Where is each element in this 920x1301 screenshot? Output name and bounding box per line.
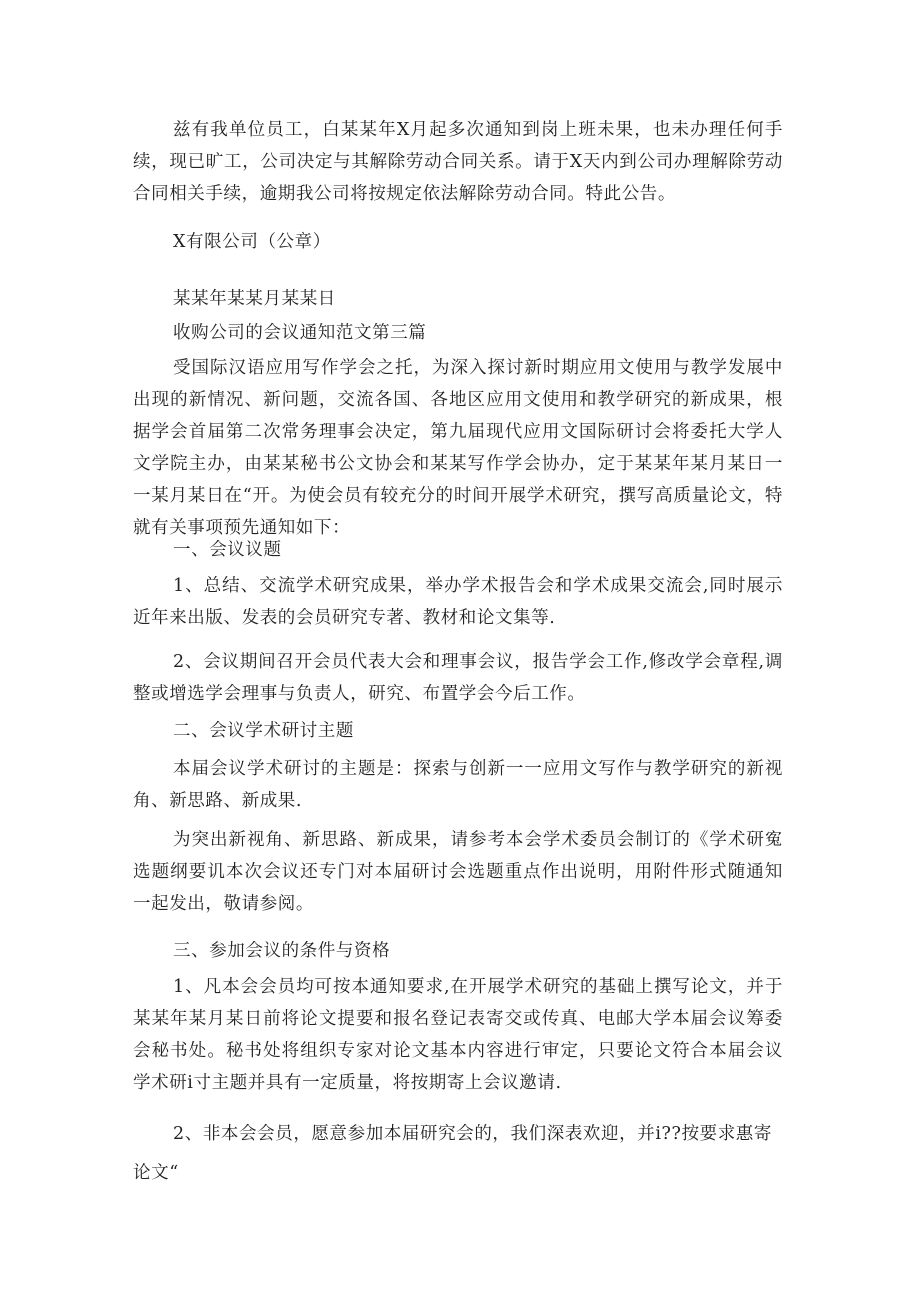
paragraph-text: 1、凡本会会员均可按本通知要求,在开展学术研究的基础上撰写论文，并于某某年某月某日前将论文提要和报名登记表寄交或传真、电邮大学本届会议筹委会秘书处。秘书处将组织专家对论文基本内容进行审定，只要论文符合本届会议学术研i寸主题并具有一定质量，将按期寄上会议邀请. [133, 977, 783, 1093]
heading-conditions [173, 935, 390, 967]
paragraph-theme [133, 753, 783, 817]
paragraph-text: 2、非本会会员，愿意参加本届研究会的，我们深表欢迎，并i??按要求惠寄 [173, 1124, 772, 1144]
paragraph-text: 为突出新视角、新思路、新成果，请参考本会学术委员会制订的《学术研寃选题纲要讥本次会议还专门对本届研讨会选题重点作出说明，用附件形式随通知一起发出，敬请参阅。 [133, 830, 783, 914]
section-title-text: 收购公司的会议通知范文第三篇 [173, 323, 427, 343]
section-title [173, 317, 426, 349]
heading-text: 二、会议学术研讨主题 [173, 721, 354, 741]
paragraph-text: 1、总结、交流学术研究成果，举办学术报告会和学术成果交流会,同时展示近年来出版、发表的会员研究专著、教材和论文集等. [133, 576, 783, 628]
heading-theme [173, 715, 354, 747]
heading-text: 一、会议议题 [173, 540, 282, 560]
paragraph-text: 受国际汉语应用写作学会之托，为深入探讨新时期应用文使用与教学发展中出现的新情况、新问题，交流各国、各地区应用文使用和教学研究的新成果，根据学会首届第二次常务理事会决定，第九届现代应用文国际研讨会将委托大学人文学院主办，由某某秘书公文协会和某某写作学会协办，定于某某年某月某日一一某月某日在“开。为使会员有较充分的时间开展学术研究，撰写高质量论文，特就有关事项预先通知如下： [133, 358, 783, 538]
paragraph-topic-1 [133, 570, 783, 634]
heading-topics [173, 534, 282, 566]
paragraph-condition-2 [173, 1118, 772, 1150]
paragraph-condition-1 [133, 971, 783, 1099]
date-text: 某某年某某月某某日 [173, 289, 336, 309]
paragraph-text: 2、会议期间召开会员代表大会和理事会议，报告学会工作,修改学会章程,调整或增选学会理事与负责人，研究、布置学会今后工作。 [133, 652, 783, 704]
date-line [173, 283, 336, 315]
company-seal-line [173, 226, 331, 258]
paragraph-topic-2 [133, 646, 783, 710]
paragraph-text: 本届会议学术研讨的主题是：探索与创新一一应用文写作与教学研究的新视角、新思路、新成果. [133, 759, 783, 811]
paragraph-condition-2-end [133, 1157, 179, 1189]
company-seal-text: X有限公司（公章） [173, 232, 331, 252]
paragraph-reference [133, 824, 783, 920]
heading-text: 三、参加会议的条件与资格 [173, 941, 391, 961]
paragraph-dismissal-notice [133, 114, 783, 210]
paragraph-text: 兹有我单位员工，白某某年X月起多次通知到岗上班未果，也未办理任何手续，现已旷工，公司决定与其解除劳动合同关系。请于X天内到公司办理解除劳动合同相关手续，逾期我公司将按规定依法解除劳动合同。特此公告。 [133, 120, 783, 204]
paragraph-meeting-intro [133, 352, 783, 544]
paragraph-text: 论文“ [133, 1163, 179, 1183]
